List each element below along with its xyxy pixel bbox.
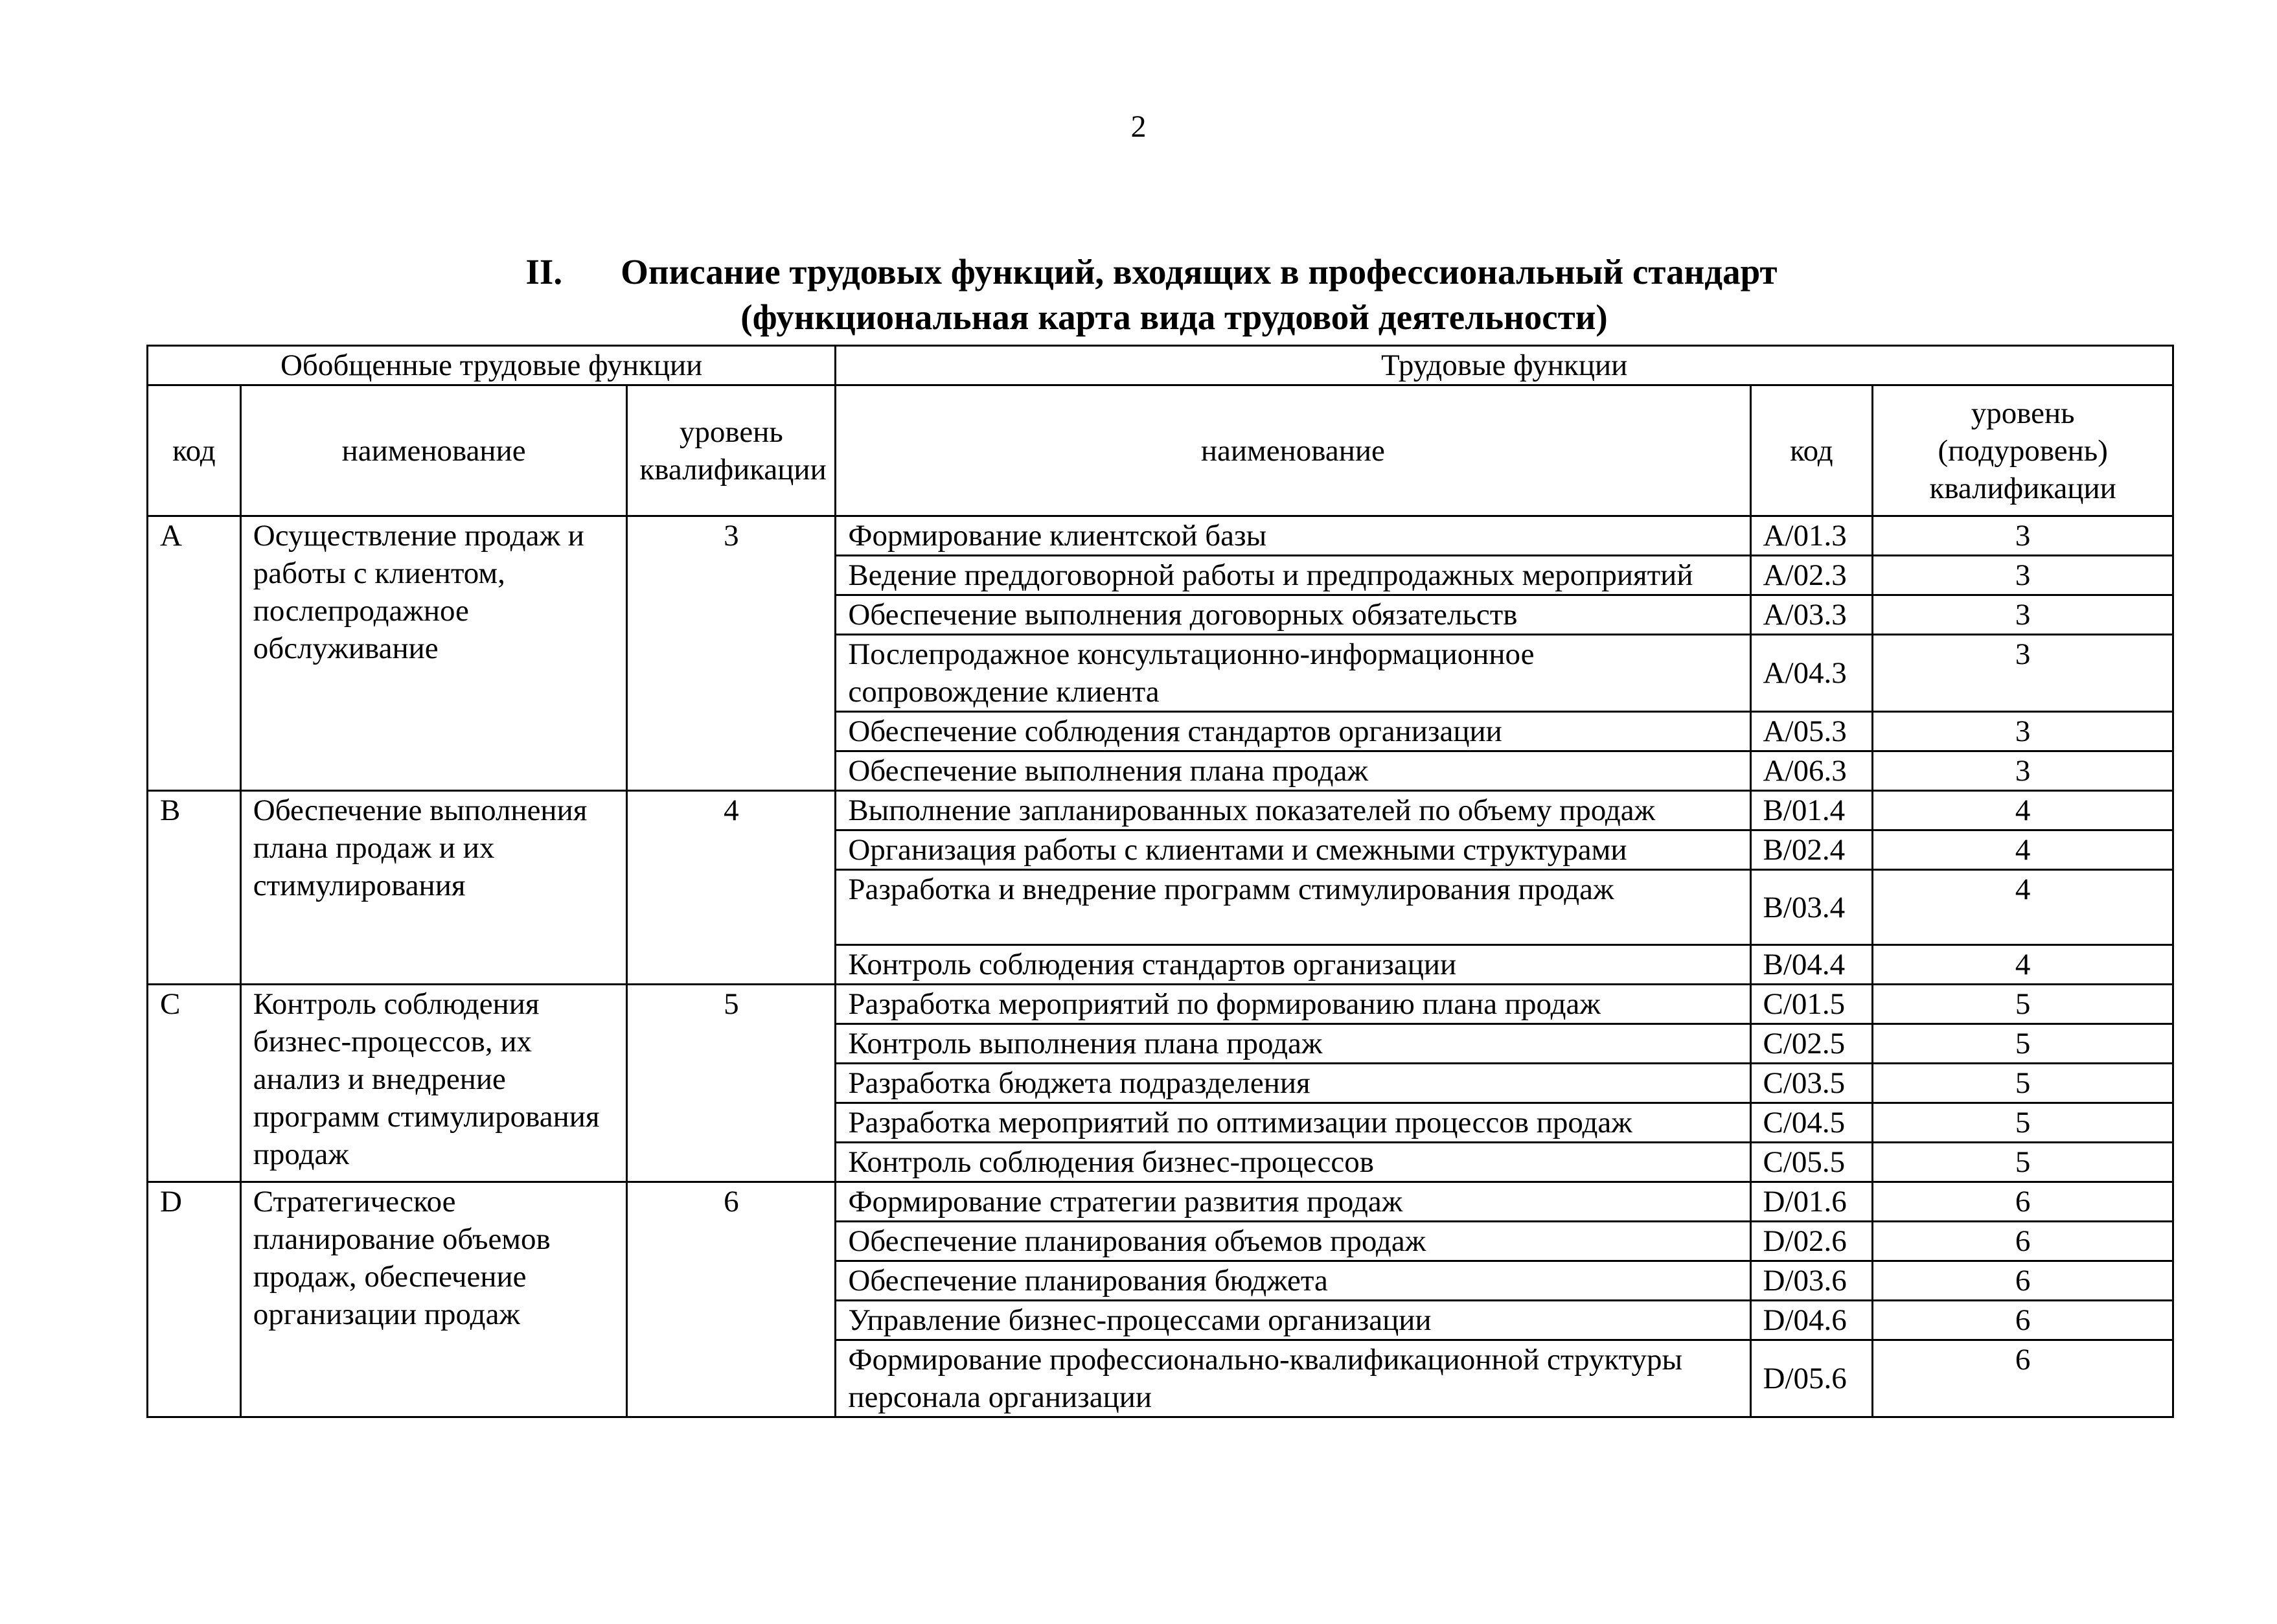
gtf-name-cell: Стратегическое планирование объемов продаж, обеспечение организации продаж <box>240 1182 627 1417</box>
section-subtitle: (функциональная карта вида трудовой деятельности) <box>740 297 1608 337</box>
gtf-name-cell: Обеспечение выполнения плана продаж и их стимулирования <box>240 791 627 985</box>
gtf-name-cell: Контроль соблюдения бизнес-процессов, их анализ и внедрение программ стимулирования продаж <box>240 985 627 1182</box>
table-row <box>148 516 2173 556</box>
tf-name-cell: Послепродажное консультационно-информационное сопровождение клиента <box>836 635 1750 712</box>
gtf-code-cell: C <box>148 985 241 1182</box>
gtf-level-cell: 4 <box>627 791 836 985</box>
tf-code-cell: C/01.5 <box>1750 985 1873 1024</box>
tf-level-cell: 5 <box>1873 1024 2173 1064</box>
tf-code-cell: A/04.3 <box>1750 635 1873 712</box>
tf-name-cell: Обеспечение планирования бюджета <box>836 1261 1750 1301</box>
tf-name-cell: Обеспечение планирования объемов продаж <box>836 1222 1750 1261</box>
section-title-line1 <box>26 249 2277 295</box>
tf-name-cell: Контроль выполнения плана продаж <box>836 1024 1750 1064</box>
tf-name-cell: Ведение преддоговорной работы и предпродажных мероприятий <box>836 556 1750 595</box>
tf-level-cell: 3 <box>1873 635 2173 712</box>
tf-name-cell: Формирование стратегии развития продаж <box>836 1182 1750 1222</box>
section-title-text: Описание трудовых функций, входящих в профессиональный стандарт <box>621 252 1778 292</box>
tf-name-cell: Разработка бюджета подразделения <box>836 1064 1750 1103</box>
section-roman-numeral: II. <box>525 252 563 292</box>
tf-level-cell: 6 <box>1873 1261 2173 1301</box>
header-gtf-level: уровень квалификации <box>627 385 836 516</box>
gtf-level-cell: 6 <box>627 1182 836 1417</box>
tf-code-cell: A/01.3 <box>1750 516 1873 556</box>
table-row <box>148 1182 2173 1222</box>
tf-level-cell: 5 <box>1873 1103 2173 1143</box>
tf-code-cell: C/04.5 <box>1750 1103 1873 1143</box>
tf-name-cell: Управление бизнес-процессами организации <box>836 1301 1750 1340</box>
tf-level-cell: 4 <box>1873 945 2173 985</box>
gtf-level-cell: 3 <box>627 516 836 791</box>
tf-code-cell: D/01.6 <box>1750 1182 1873 1222</box>
tf-level-cell: 5 <box>1873 1064 2173 1103</box>
tf-name-cell: Разработка мероприятий по оптимизации процессов продаж <box>836 1103 1750 1143</box>
header-tf-level: уровень (подуровень) квалификации <box>1873 385 2173 516</box>
tf-level-cell: 3 <box>1873 712 2173 751</box>
tf-code-cell: B/04.4 <box>1750 945 1873 985</box>
tf-code-cell: D/05.6 <box>1750 1340 1873 1417</box>
tf-name-cell: Организация работы с клиентами и смежными структурами <box>836 830 1750 870</box>
tf-name-cell: Контроль соблюдения стандартов организации <box>836 945 1750 985</box>
tf-level-cell: 3 <box>1873 595 2173 635</box>
header-labor-functions: Трудовые функции <box>836 346 2173 385</box>
tf-code-cell: B/02.4 <box>1750 830 1873 870</box>
header-tf-code: код <box>1750 385 1873 516</box>
tf-level-cell: 6 <box>1873 1222 2173 1261</box>
section-title <box>0 249 2277 340</box>
tf-code-cell: C/02.5 <box>1750 1024 1873 1064</box>
tf-name-cell: Выполнение запланированных показателей по объему продаж <box>836 791 1750 830</box>
header-generalized-functions: Обобщенные трудовые функции <box>148 346 836 385</box>
tf-code-cell: A/05.3 <box>1750 712 1873 751</box>
header-gtf-code: код <box>148 385 241 516</box>
tf-level-cell: 5 <box>1873 985 2173 1024</box>
gtf-code-cell: A <box>148 516 241 791</box>
tf-code-cell: C/05.5 <box>1750 1143 1873 1182</box>
header-tf-name: наименование <box>836 385 1750 516</box>
tf-name-cell: Обеспечение соблюдения стандартов организации <box>836 712 1750 751</box>
gtf-name-cell: Осуществление продаж и работы с клиентом, послепродажное обслуживание <box>240 516 627 791</box>
tf-level-cell: 3 <box>1873 556 2173 595</box>
tf-level-cell: 4 <box>1873 870 2173 945</box>
page-number: 2 <box>1130 109 1147 144</box>
tf-code-cell: C/03.5 <box>1750 1064 1873 1103</box>
tf-level-cell: 3 <box>1873 516 2173 556</box>
tf-code-cell: A/06.3 <box>1750 751 1873 791</box>
tf-level-cell: 4 <box>1873 791 2173 830</box>
tf-name-cell: Формирование клиентской базы <box>836 516 1750 556</box>
tf-name-cell: Контроль соблюдения бизнес-процессов <box>836 1143 1750 1182</box>
gtf-level-cell: 5 <box>627 985 836 1182</box>
tf-code-cell: A/03.3 <box>1750 595 1873 635</box>
tf-code-cell: D/02.6 <box>1750 1222 1873 1261</box>
tf-level-cell: 3 <box>1873 751 2173 791</box>
tf-code-cell: B/01.4 <box>1750 791 1873 830</box>
tf-code-cell: D/03.6 <box>1750 1261 1873 1301</box>
gtf-code-cell: B <box>148 791 241 985</box>
tf-code-cell: B/03.4 <box>1750 870 1873 945</box>
tf-name-cell: Разработка мероприятий по формированию плана продаж <box>836 985 1750 1024</box>
tf-code-cell: A/02.3 <box>1750 556 1873 595</box>
table-row <box>148 985 2173 1024</box>
functional-map-table <box>146 345 2174 1418</box>
tf-name-cell: Разработка и внедрение программ стимулирования продаж <box>836 870 1750 945</box>
tf-level-cell: 6 <box>1873 1340 2173 1417</box>
tf-level-cell: 4 <box>1873 830 2173 870</box>
tf-code-cell: D/04.6 <box>1750 1301 1873 1340</box>
gtf-code-cell: D <box>148 1182 241 1417</box>
table-row <box>148 791 2173 830</box>
header-gtf-name: наименование <box>240 385 627 516</box>
tf-name-cell: Обеспечение выполнения договорных обязательств <box>836 595 1750 635</box>
tf-name-cell: Формирование профессионально-квалификационной структуры персонала организации <box>836 1340 1750 1417</box>
tf-level-cell: 6 <box>1873 1301 2173 1340</box>
tf-level-cell: 5 <box>1873 1143 2173 1182</box>
tf-level-cell: 6 <box>1873 1182 2173 1222</box>
tf-name-cell: Обеспечение выполнения плана продаж <box>836 751 1750 791</box>
